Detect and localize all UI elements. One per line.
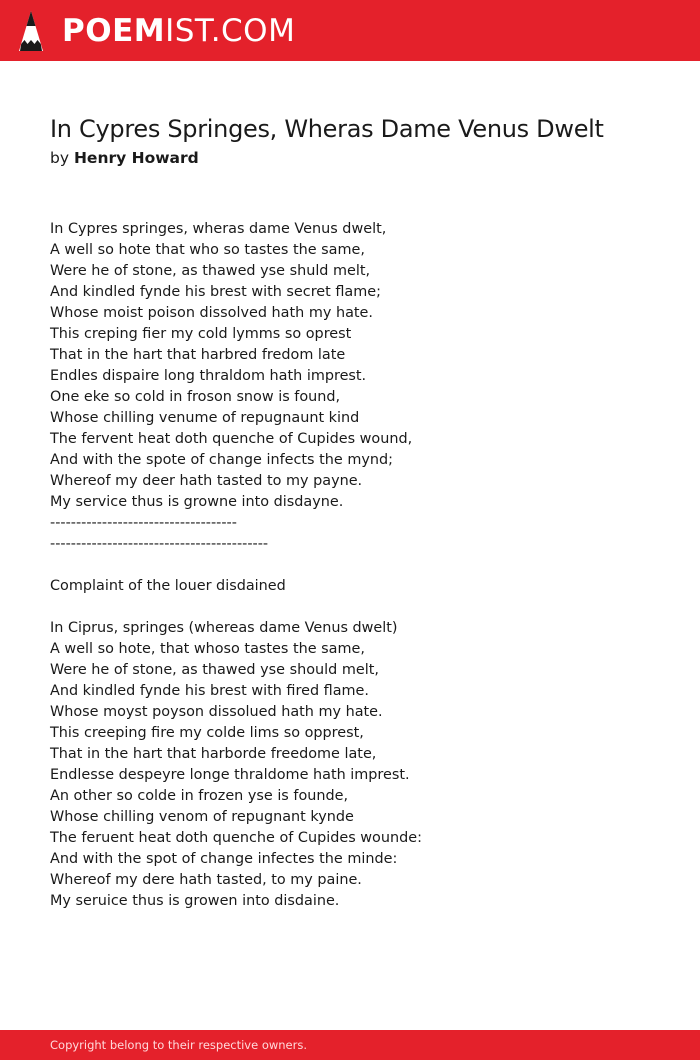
poem-line: ------------------------------------------ xyxy=(50,536,269,552)
poem-line: Endles dispaire long thraldom hath imprest. xyxy=(50,368,367,384)
poem-line: And kindled fynde his brest with fired flame. xyxy=(50,683,369,699)
poem-line: Whose chilling venom of repugnant kynde xyxy=(50,809,354,825)
poem-line: In Cypres springes, wheras dame Venus dwelt, xyxy=(50,221,387,237)
poem-line: That in the hart that harborde freedome late, xyxy=(50,746,377,762)
poem-line: My seruice thus is growen into disdaine. xyxy=(50,893,340,909)
poem-line: In Ciprus, springes (whereas dame Venus dwelt) xyxy=(50,620,398,636)
poem-line: A well so hote, that whoso tastes the same, xyxy=(50,641,365,657)
poem-line: And with the spot of change infectes the minde: xyxy=(50,851,398,867)
poem-line: An other so colde in frozen yse is founde, xyxy=(50,788,349,804)
poem-line: Whose moyst poyson dissolued hath my hate. xyxy=(50,704,383,720)
poem-line: Complaint of the louer disdained xyxy=(50,578,286,594)
poem-line: That in the hart that harbred fredom late xyxy=(50,347,346,363)
poem-line: My service thus is growne into disdayne. xyxy=(50,494,344,510)
logo-text xyxy=(62,9,295,53)
poem-line: The feruent heat doth quenche of Cupides wounde: xyxy=(50,830,422,846)
poem-line: Endlesse despeyre longe thraldome hath imprest. xyxy=(50,767,410,783)
poem-line: One eke so cold in froson snow is found, xyxy=(50,389,341,405)
poem-line: ------------------------------------ xyxy=(50,515,237,531)
poem-title: In Cypres Springes, Wheras Dame Venus Dwelt xyxy=(50,115,604,143)
poem-line: Whose moist poison dissolved hath my hate. xyxy=(50,305,373,321)
poem-line: This creeping fire my colde lims so opprest, xyxy=(50,725,364,741)
poem-line: A well so hote that who so tastes the same, xyxy=(50,242,365,258)
pencil-icon xyxy=(18,10,44,52)
poem-line: Were he of stone, as thawed yse should melt, xyxy=(50,662,379,678)
poem-line: This creping fier my cold lymms so oprest xyxy=(50,326,352,342)
site-logo[interactable] xyxy=(18,9,295,53)
logo-text-light: IST.COM xyxy=(165,13,296,49)
author-name: Henry Howard xyxy=(73,149,199,167)
poem-line xyxy=(50,555,650,576)
poem-line xyxy=(50,597,650,618)
poem-line: Whereof my dere hath tasted, to my paine. xyxy=(50,872,362,888)
poem-body xyxy=(50,219,650,912)
poem-line: And with the spote of change infects the mynd; xyxy=(50,452,393,468)
by-label: by xyxy=(50,149,70,167)
byline xyxy=(50,149,199,167)
poem-line: Were he of stone, as thawed yse shuld melt, xyxy=(50,263,371,279)
logo-text-bold: POEM xyxy=(62,13,166,49)
poem-line: Whose chilling venume of repugnaunt kind xyxy=(50,410,360,426)
poem-line: And kindled fynde his brest with secret flame; xyxy=(50,284,381,300)
poem-line: The fervent heat doth quenche of Cupides wound, xyxy=(50,431,413,447)
site-header xyxy=(0,0,700,61)
copyright-text: Copyright belong to their respective owners. xyxy=(50,1038,308,1052)
poem-line: Whereof my deer hath tasted to my payne. xyxy=(50,473,363,489)
site-footer xyxy=(0,1030,700,1060)
